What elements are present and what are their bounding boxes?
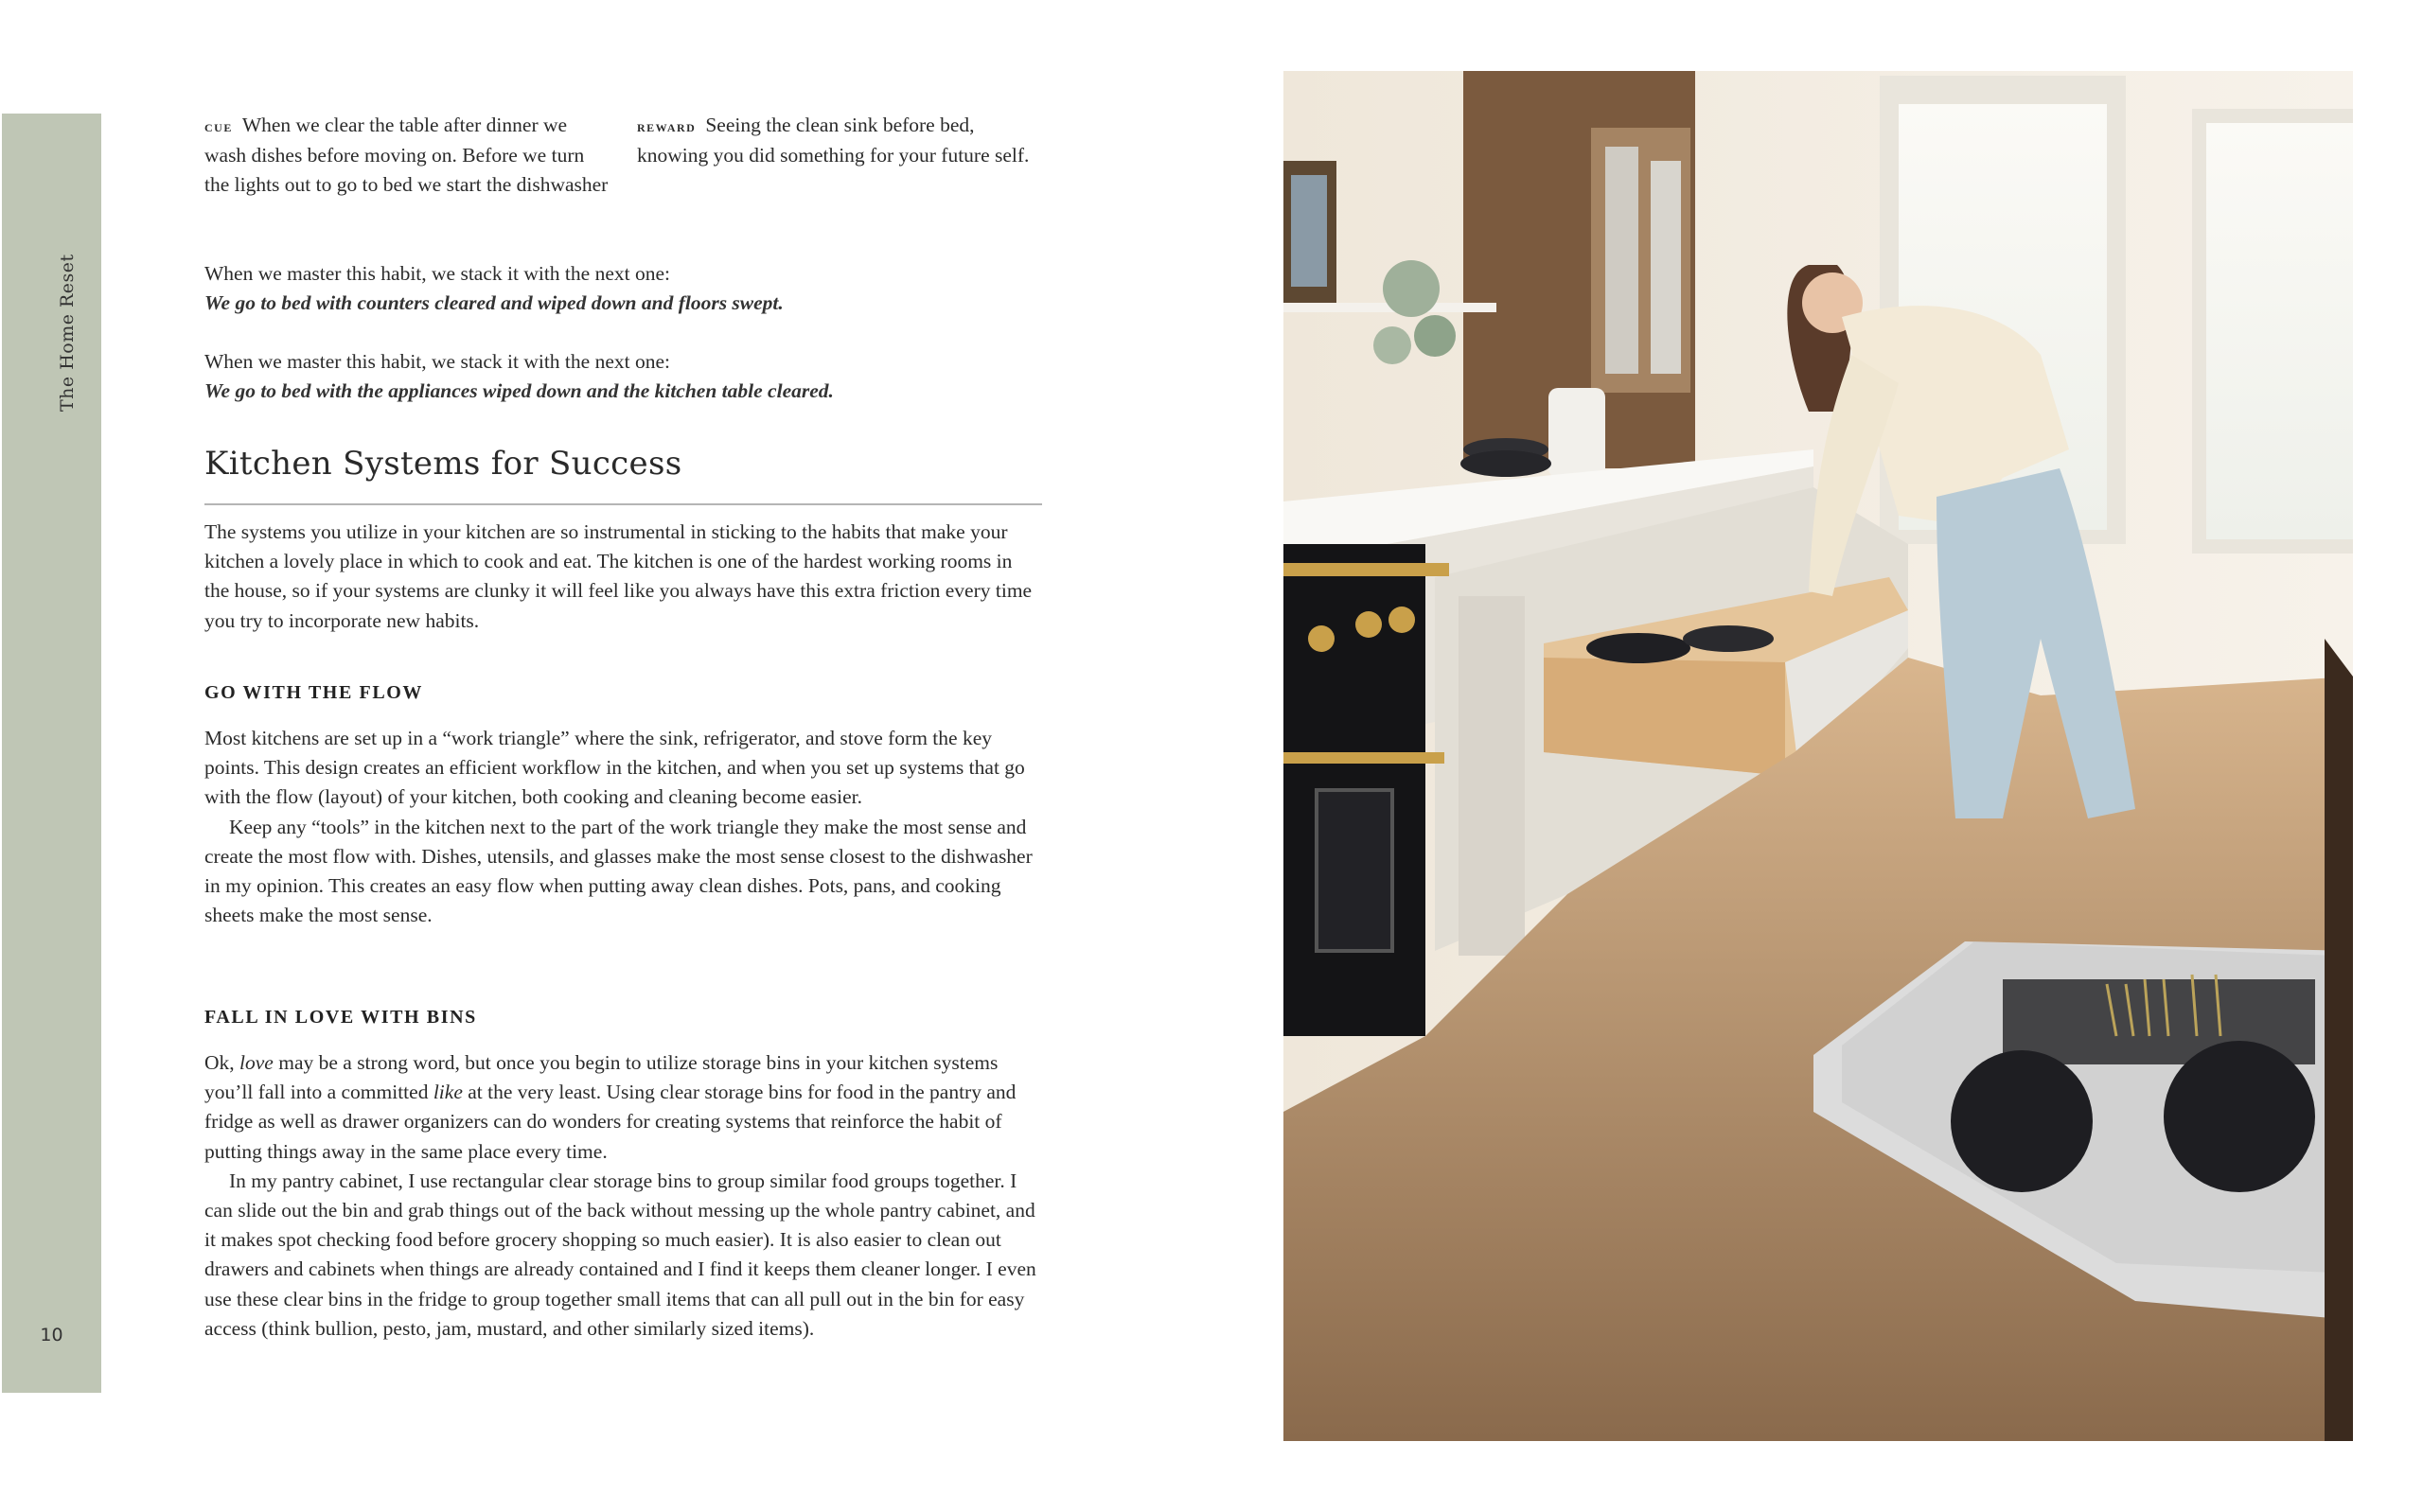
- kitchen-photo: [1283, 71, 2353, 1441]
- stacked-habit: We go to bed with counters cleared and wiped down and floors swept.: [204, 291, 784, 315]
- reward-label: reward: [637, 117, 697, 135]
- emphasis-love: love: [239, 1051, 274, 1074]
- section-intro: [204, 518, 1042, 636]
- cue-block: [204, 111, 611, 201]
- section-title: Kitchen Systems for Success: [204, 445, 682, 483]
- page-number: 10: [40, 1325, 63, 1345]
- reward-block: [637, 111, 1044, 170]
- subheading-bins: FALL IN LOVE WITH BINS: [204, 1007, 477, 1028]
- running-header-band: [2, 114, 101, 1393]
- reward-text: Seeing the clean sink before bed, knowing you did something for your future self.: [637, 114, 1030, 167]
- text-run: at the very least. Using clear storage bins for food in the pantry and fridge as well as drawer organizers can do wonders for creating systems that reinforce the habit of putting things away in the same place every time.: [204, 1081, 1017, 1163]
- bins-paragraph-2: In my pantry cabinet, I use rectangular clear storage bins to group similar food groups together. I can slide out the bin and grab things out of the back without messing up the whole pantry cabinet, and it makes spot checking food before grocery shopping so much easier). It is also easier to clean out drawers and cabinets when things are already contained and I find it keeps them cleaner longer. I even use these clear bins in the fridge to group together small items that can all pull out in the bin for easy access (think bullion, pesto, jam, mustard, and other similarly sized items).: [204, 1169, 1036, 1340]
- kitchen-photo-illustration: [1283, 71, 2353, 1441]
- subheading-flow: GO WITH THE FLOW: [204, 682, 424, 703]
- stack-intro: When we master this habit, we stack it with the next one:: [204, 350, 670, 373]
- emphasis-like: like: [433, 1081, 463, 1104]
- stack-intro: When we master this habit, we stack it with the next one:: [204, 262, 670, 285]
- text-run: may be a strong word, but once you begin to utilize storage bins in your kitchen systems you’ll fall into a committed: [204, 1051, 999, 1104]
- flow-body: [204, 724, 1042, 930]
- section-divider: [204, 503, 1042, 505]
- running-title-wrap: [2, 114, 101, 416]
- running-title: The Home Reset: [57, 254, 78, 412]
- text-run: Ok,: [204, 1051, 240, 1074]
- habit-stack-1: [204, 259, 1042, 318]
- stacked-habit: We go to bed with the appliances wiped down and the kitchen table cleared.: [204, 379, 834, 403]
- cue-text: When we clear the table after dinner we wash dishes before moving on. Before we turn the lights out to go to bed we start the dishwasher: [204, 114, 609, 197]
- bins-body: [204, 1048, 1042, 1344]
- bins-paragraph-1: [204, 1048, 1042, 1167]
- flow-paragraph-1: Most kitchens are set up in a “work triangle” where the sink, refrigerator, and stove form the key points. This design creates an efficient workflow in the kitchen, and when you set up systems that go with the flow (layout) of your kitchen, both cooking and cleaning become easier.: [204, 727, 1025, 809]
- habit-stack-2: [204, 347, 1042, 406]
- cue-label: cue: [204, 117, 233, 135]
- flow-paragraph-2: Keep any “tools” in the kitchen next to the part of the work triangle they make the most sense and create the most flow with. Dishes, utensils, and glasses make the most sense closest to the dishwasher in my opinion. This creates an easy flow when putting away clean dishes. Pots, pans, and cooking sheets make the most sense.: [204, 815, 1033, 927]
- intro-paragraph: The systems you utilize in your kitchen are so instrumental in sticking to the habits that make your kitchen a lovely place in which to cook and eat. The kitchen is one of the hardest working rooms in the house, so if your systems are clunky it will feel like you always have this extra friction every time you try to incorporate new habits.: [204, 520, 1033, 632]
